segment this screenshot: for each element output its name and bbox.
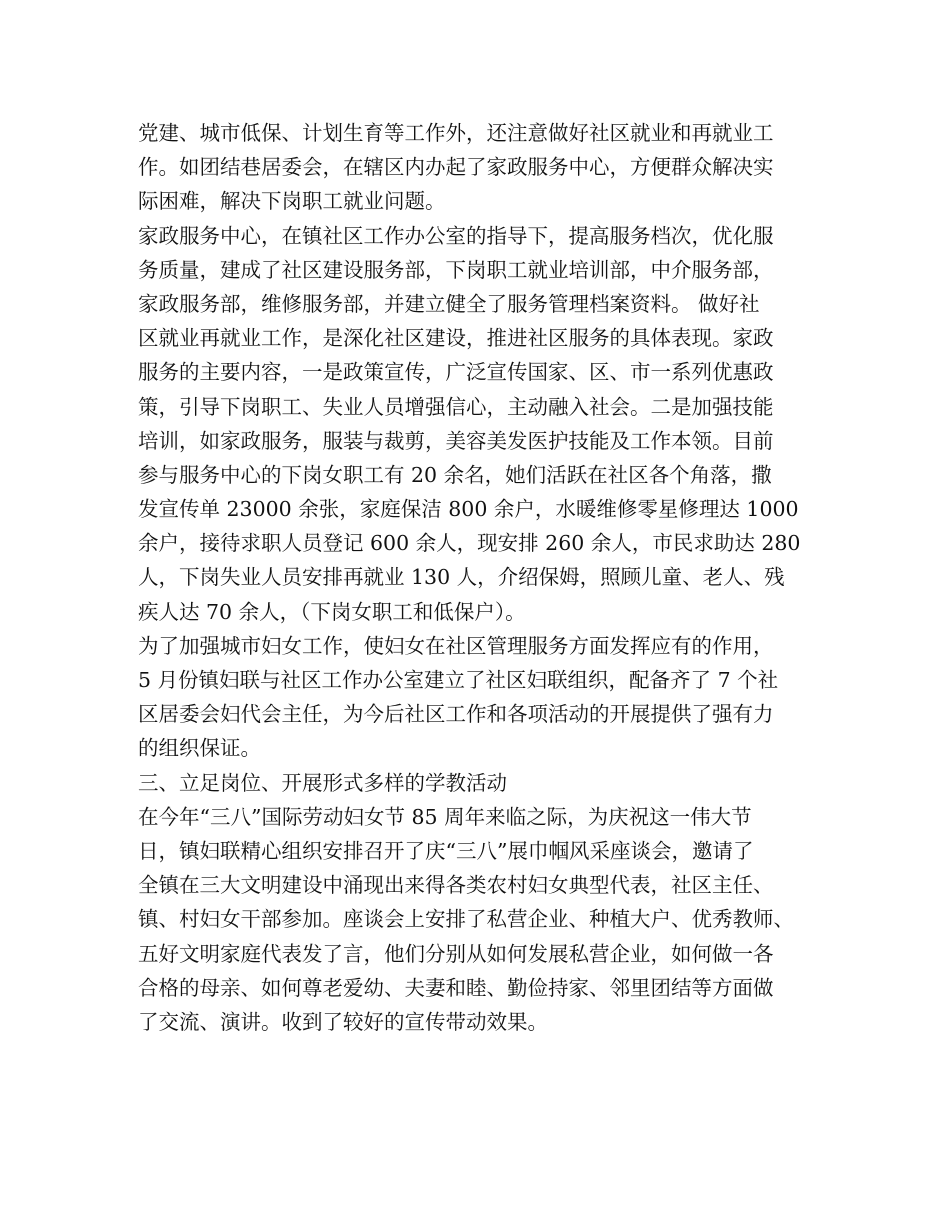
text-line: 日，镇妇联精心组织安排召开了庆“三八”展巾帼风采座谈会，邀请了 (138, 838, 754, 863)
text-line: 参与服务中心的下岗女职工有 20 余名，她们活跃在社区各个角落，撒 (138, 462, 772, 487)
text-line: 余户，接待求职人员登记 600 余人，现安排 260 余人，市民求助达 280 (138, 531, 801, 556)
text-line: 全镇在三大文明建设中涌现出来得各类农村妇女典型代表，社区主任、 (138, 873, 774, 898)
text-line: 作。如团结巷居委会，在辖区内办起了家政服务中心，方便群众解决实 (138, 155, 774, 180)
text-line: 5 月份镇妇联与社区工作办公室建立了社区妇联组织，配备齐了 7 个社 (138, 668, 779, 692)
text-line: 务质量，建成了社区建设服务部，下岗职工就业培训部，中介服务部， (138, 257, 774, 282)
text-line: 疾人达 70 余人，（下岗女职工和低保户）。 (138, 599, 526, 624)
text-line: 的组织保证。 (138, 736, 261, 761)
text-line: 人，下岗失业人员安排再就业 130 人，介绍保姆，照顾儿童、老人、残 (138, 565, 785, 590)
section-heading: 三、立足岗位、开展形式多样的学教活动 (138, 770, 507, 795)
text-line: 五好文明家庭代表发了言，他们分别从如何发展私营企业，如何做一各 (138, 941, 774, 966)
text-line: 为了加强城市妇女工作，使妇女在社区管理服务方面发挥应有的作用， (138, 633, 774, 658)
text-line: 服务的主要内容，一是政策宣传，广泛宣传国家、区、市一系列优惠政 (138, 360, 774, 385)
text-line: 党建、城市低保、计划生育等工作外，还注意做好社区就业和再就业工 (138, 121, 774, 145)
text-line: 了交流、演讲。收到了较好的宣传带动效果。 (138, 1009, 548, 1034)
text-line: 区居委会妇代会主任，为今后社区工作和各项活动的开展提供了强有力 (138, 702, 774, 727)
text-line: 在今年“三八”国际劳动妇女节 85 周年来临之际，为庆祝这一伟大节 (138, 804, 752, 829)
text-line: 镇、村妇女干部参加。座谈会上安排了私营企业、种植大户、优秀教师、 (138, 907, 794, 932)
text-line: 培训，如家政服务，服装与裁剪，美容美发医护技能及工作本领。目前 (138, 428, 774, 453)
document-body (138, 116, 828, 1039)
text-line: 策，引导下岗职工、失业人员增强信心，主动融入社会。二是加强技能 (138, 394, 774, 419)
text-line: 家政服务中心，在镇社区工作办公室的指导下，提高服务档次，优化服 (138, 223, 774, 248)
text-line: 家政服务部，维修服务部，并建立健全了服务管理档案资料。 做好社 (138, 291, 760, 316)
text-line: 区就业再就业工作，是深化社区建设，推进社区服务的具体表现。家政 (138, 326, 774, 351)
text-line: 合格的母亲、如何尊老爱幼、夫妻和睦、勤俭持家、邻里团结等方面做 (138, 975, 774, 1000)
text-line: 际困难，解决下岗职工就业问题。 (138, 189, 446, 214)
text-line: 发宣传单 23000 余张，家庭保洁 800 余户，水暖维修零星修理达 1000 (138, 497, 799, 522)
